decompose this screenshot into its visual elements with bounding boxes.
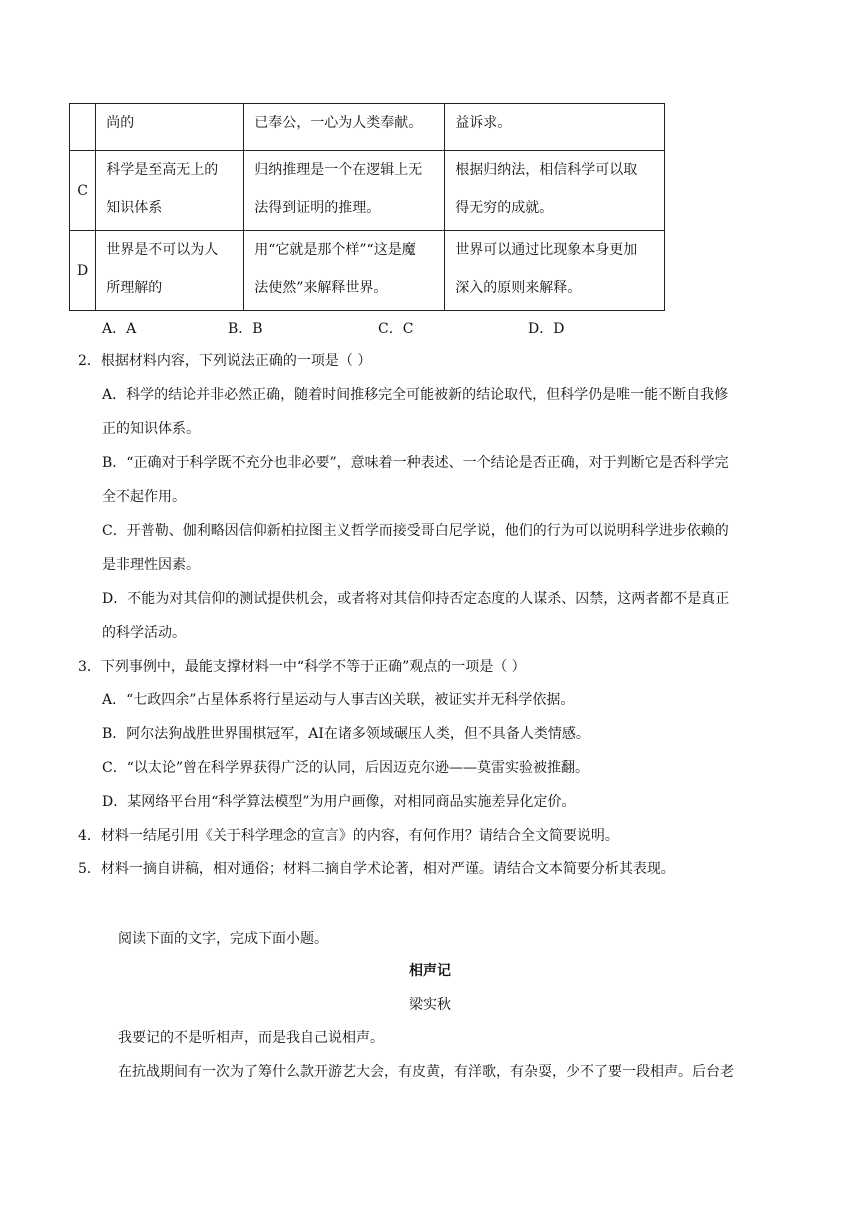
passage-paragraph-1: 我要记的不是听相声，而是我自己说相声。 <box>118 1030 384 1046</box>
question-3-option-a[interactable]: A．“七政四余”占星体系将行星运动与人事吉凶关联，被证实并无科学依据。 <box>102 692 575 708</box>
passage-title: 相声记 <box>409 963 451 979</box>
table-cell: 尚的 <box>96 104 244 151</box>
question-2-option-c-line1[interactable]: C．开普勒、伽利略因信仰新柏拉图主义哲学而接受哥白尼学说，他们的行为可以说明科学进步依赖的 <box>102 523 729 539</box>
table-row <box>70 151 665 231</box>
table-cell: 已奉公，一心为人类奉献。 <box>244 104 445 151</box>
question-2-option-a-line2: 正的知识体系。 <box>102 421 200 437</box>
table-cell: 科学是至高无上的 知识体系 <box>96 151 244 231</box>
options-table <box>69 103 665 311</box>
question-2-option-d-line1[interactable]: D．不能为对其信仰的测试提供机会，或者将对其信仰持否定态度的人谋杀、囚禁，这两者都不是真正 <box>102 591 730 607</box>
question-2-option-b-line2: 全不起作用。 <box>102 489 186 505</box>
row-label: D <box>70 231 96 311</box>
choice-b[interactable]: B．B <box>228 321 263 337</box>
table-row <box>70 231 665 311</box>
choice-a[interactable]: A．A <box>102 321 137 337</box>
choice-d[interactable]: D．D <box>528 321 565 337</box>
table-cell: 世界可以通过比现象本身更加 深入的原则来解释。 <box>445 231 665 311</box>
question-3-option-d[interactable]: D．某网络平台用“科学算法模型”为用户画像，对相同商品实施差异化定价。 <box>102 794 576 810</box>
question-2-stem: 2．根据材料内容，下列说法正确的一项是（ ） <box>78 353 372 369</box>
question-3-stem: 3．下列事例中，最能支撑材料一中“科学不等于正确”观点的一项是（ ） <box>78 659 526 675</box>
question-2-option-b-line1[interactable]: B．“正确对于科学既不充分也非必要”，意味着一种表述、一个结论是否正确，对于判断它是否科学完 <box>102 455 729 471</box>
row-label <box>70 104 96 151</box>
table-cell: 归纳推理是一个在逻辑上无 法得到证明的推理。 <box>244 151 445 231</box>
reading-intro: 阅读下面的文字，完成下面小题。 <box>118 931 328 947</box>
q1-choices <box>0 318 860 338</box>
question-2-option-d-line2: 的科学活动。 <box>102 625 186 641</box>
table-cell: 用“它就是那个样”“这是魔 法使然”来解释世界。 <box>244 231 445 311</box>
passage-author: 梁实秋 <box>409 997 451 1013</box>
choice-c[interactable]: C．C <box>378 321 414 337</box>
question-3-option-b[interactable]: B．阿尔法狗战胜世界围棋冠军，AI在诸多领域碾压人类，但不具备人类情感。 <box>102 726 590 742</box>
table-cell: 世界是不可以为人 所理解的 <box>96 231 244 311</box>
question-2-option-a-line1[interactable]: A．科学的结论并非必然正确，随着时间推移完全可能被新的结论取代，但科学仍是唯一能不断自我修 <box>102 387 729 403</box>
table-row <box>70 104 665 151</box>
question-4: 4．材料一结尾引用《关于科学理念的宣言》的内容，有何作用？请结合全文简要说明。 <box>78 828 619 844</box>
table-cell: 益诉求。 <box>445 104 665 151</box>
question-5: 5．材料一摘自讲稿，相对通俗；材料二摘自学术论著，相对严谨。请结合文本简要分析其表现。 <box>78 861 675 877</box>
table-cell: 根据归纳法，相信科学可以取 得无穷的成就。 <box>445 151 665 231</box>
question-3-option-c[interactable]: C．“以太论”曾在科学界获得广泛的认同，后因迈克尔逊——莫雷实验被推翻。 <box>102 760 590 776</box>
passage-paragraph-2: 在抗战期间有一次为了筹什么款开游艺大会，有皮黄，有洋歌，有杂耍，少不了要一段相声。后台老 <box>118 1064 734 1080</box>
question-2-option-c-line2: 是非理性因素。 <box>102 557 200 573</box>
row-label: C <box>70 151 96 231</box>
